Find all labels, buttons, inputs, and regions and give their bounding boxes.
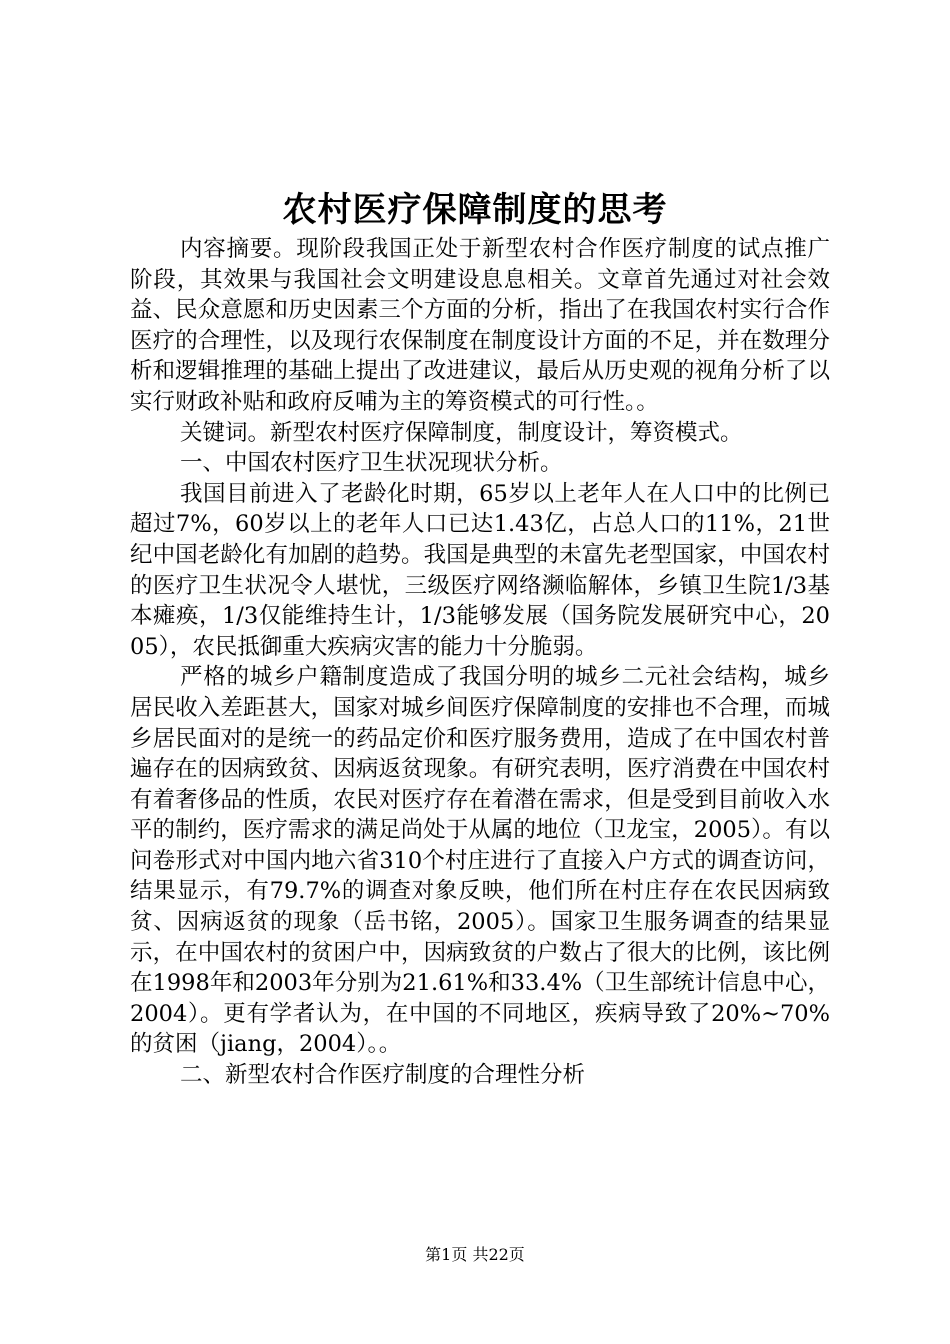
body-paragraph: 严格的城乡户籍制度造成了我国分明的城乡二元社会结构，城乡居民收入差距甚大，国家对城乡间医疗保障制度的安排也不合理，而城乡居民面对的是统一的药品定价和医疗服务费用，造成了在中国农村普遍存在的因病致贫、因病返贫现象。有研究表明，医疗消费在中国农村有着奢侈品的性质，农民对医疗存在着潜在需求，但是受到目前收入水平的制约，医疗需求的满足尚处于从属的地位（卫龙宝，2005）。有以问卷形式对中国内地六省310个村庄进行了直接入户方式的调查访问，结果显示，有79.7%的调查对象反映，他们所在村庄存在农民因病致贫、因病返贫的现象（岳书铭，2005）。国家卫生服务调查的结果显示，在中国农村的贫困户中，因病致贫的户数占了很大的比例，该比例在1998年和2003年分别为21.61%和33.4%（卫生部统计信息中心，2004）。更有学者认为，在中国的不同地区，疾病导致了20%~70%的贫困（jiang，2004）。。	[130, 664, 830, 1058]
keywords-paragraph: 关键词。新型农村医疗保障制度，制度设计，筹资模式。	[180, 419, 743, 446]
body-paragraph: 我国目前进入了老龄化时期，65岁以上老年人在人口中的比例已超过7%，60岁以上的老年人口已达1.43亿，占总人口的11%，21世纪中国老龄化有加剧的趋势。我国是典型的未富先老型国家，中国农村的医疗卫生状况令人堪忧，三级医疗网络濒临解体，乡镇卫生院1/3基本瘫痪，1/3仅能维持生计，1/3能够发展（国务院发展研究中心，2005），农民抵御重大疾病灾害的能力十分脆弱。	[130, 480, 830, 660]
document-body	[130, 234, 830, 1091]
section-heading-2: 二、新型农村合作医疗制度的合理性分析	[180, 1062, 586, 1089]
document-title: 农村医疗保障制度的思考	[282, 190, 668, 230]
abstract-paragraph: 内容摘要。现阶段我国正处于新型农村合作医疗制度的试点推广阶段，其效果与我国社会文明建设息息相关。文章首先通过对社会效益、民众意愿和历史因素三个方面的分析，指出了在我国农村实行合作医疗的合理性，以及现行农保制度在制度设计方面的不足，并在数理分析和逻辑推理的基础上提出了改进建议，最后从历史观的视角分析了以实行财政补贴和政府反哺为主的筹资模式的可行性。。	[130, 236, 830, 415]
section-heading-1: 一、中国农村医疗卫生状况现状分析。	[180, 450, 563, 477]
page-number-footer: 第1页 共22页	[425, 1245, 525, 1264]
